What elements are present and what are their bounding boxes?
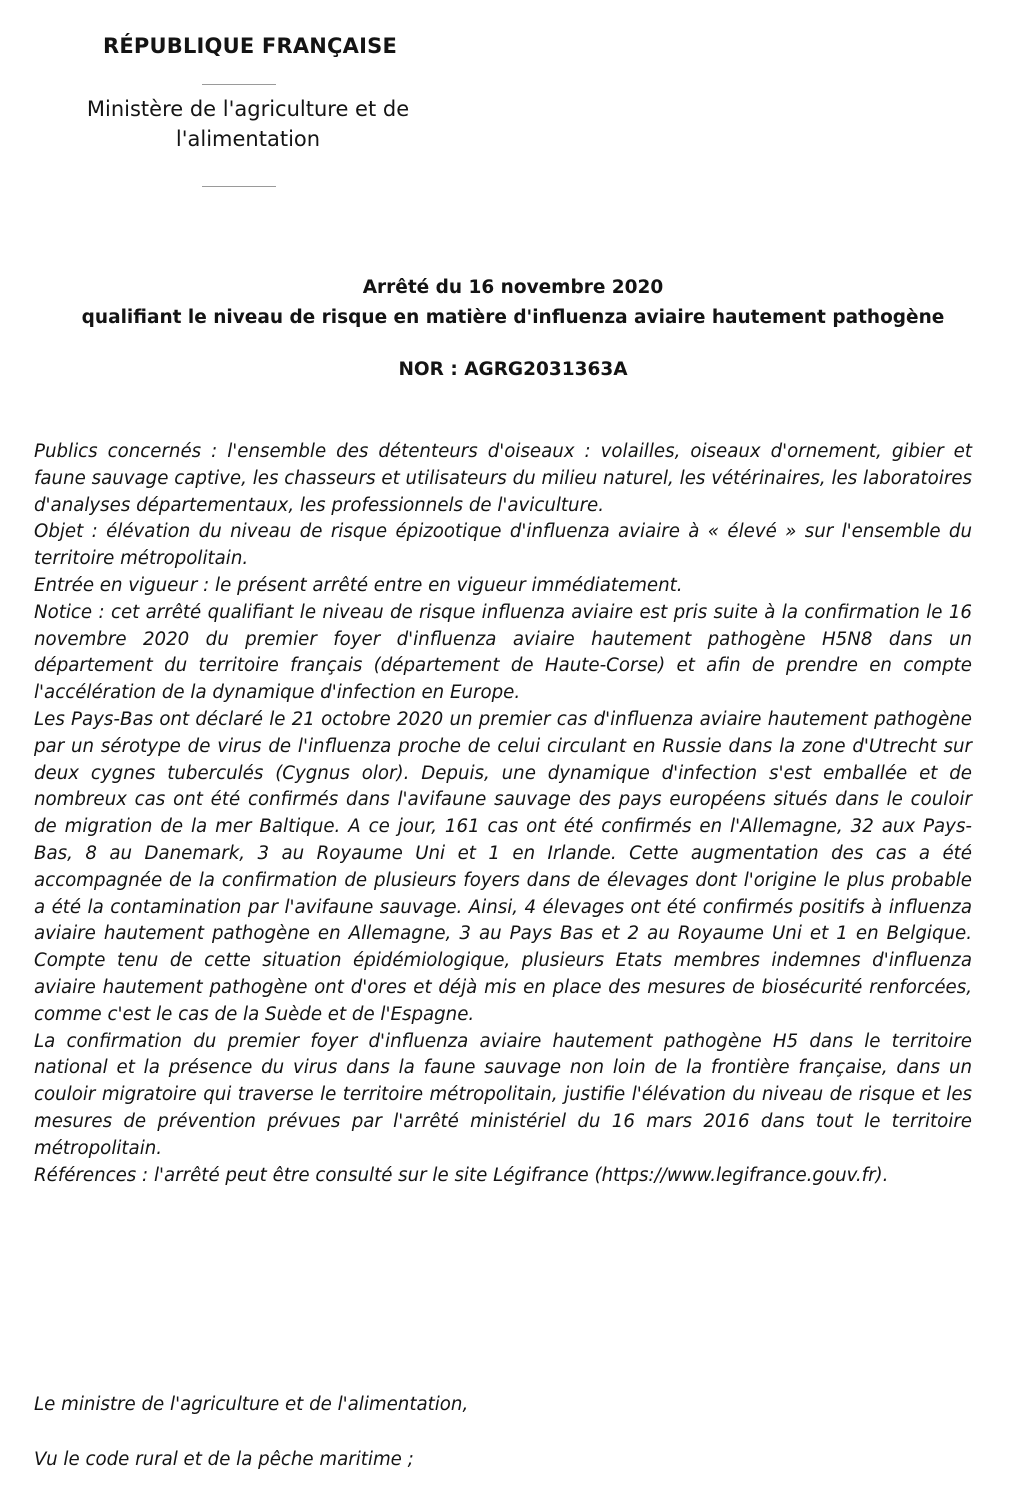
notice-paragraph: Notice : cet arrêté qualifiant le niveau de risque influenza aviaire est pris suite à la confirmation le 16 novembre 2020 du premier foyer d'influenza aviaire hautement pathogène H5N8 dans un département du territoire français (département de Haute-Corse) et afin de prendre en compte l'accélération de la dynamique d'infection en Europe. bbox=[34, 601, 972, 704]
title-line-1: Arrêté du 16 novembre 2020 bbox=[362, 277, 664, 298]
republic-heading: RÉPUBLIQUE FRANÇAISE bbox=[102, 34, 397, 58]
references-paragraph: Références : l'arrêté peut être consulté sur le site Légifrance (https://www.legifrance.gouv.fr). bbox=[34, 1164, 889, 1186]
publics-paragraph: Publics concernés : l'ensemble des détenteurs d'oiseaux : volailles, oiseaux d'ornement, gibier et faune sauvage captive, les chasseurs et utilisateurs du milieu naturel, les vétérinaires, les laboratoires d'analyses départementaux, les professionnels de l'aviculture. bbox=[34, 441, 972, 516]
divider bbox=[202, 84, 276, 85]
vu-line: Vu le code rural et de la pêche maritime ; bbox=[34, 1449, 414, 1470]
notice-body bbox=[34, 439, 972, 1189]
ministry-line-2: l'alimentation bbox=[175, 127, 321, 151]
document-title bbox=[0, 273, 1026, 333]
minister-line: Le ministre de l'agriculture et de l'alimentation, bbox=[34, 1394, 469, 1415]
confirmation-paragraph: La confirmation du premier foyer d'influenza aviaire hautement pathogène H5 dans le territoire national et la présence du virus dans la faune sauvage non loin de la frontière française, dans un couloir migratoire qui traverse le territoire métropolitain, justifie l'élévation du niveau de risque et les mesures de prévention prévues par l'arrêté ministériel du 16 mars 2016 dans tout le territoire métropolitain. bbox=[34, 1030, 972, 1159]
pays-bas-paragraph: Les Pays-Bas ont déclaré le 21 octobre 2020 un premier cas d'influenza aviaire hautement pathogène par un sérotype de virus de l'influenza proche de celui circulant en Russie dans la zone d'Utrecht sur deux cygnes tuberculés (Cygnus olor). Depuis, une dynamique d'infection s'est emballée et de nombreux cas ont été confirmés dans l'avifaune sauvage des pays européens situés dans le couloir de migration de la mer Baltique. A ce jour, 161 cas ont été confirmés en l'Allemagne, 32 aux Pays-Bas, 8 au Danemark, 3 au Royaume Uni et 1 en Irlande. Cette augmentation des cas a été accompagnée de la confirmation de plusieurs foyers dans de élevages dont l'origine le plus probable a été la contamination par l'avifaune sauvage. Ainsi, 4 élevages ont été confirmés positifs à influenza aviaire hautement pathogène en Allemagne, 3 au Pays Bas et 2 au Royaume Uni et 1 en Belgique. Compte tenu de cette situation épidémiologique, plusieurs Etats membres indemnes d'influenza aviaire hautement pathogène ont d'ores et déjà mis en place des mesures de biosécurité renforcées, comme c'est le cas de la Suède et de l'Espagne. bbox=[34, 708, 972, 1025]
objet-paragraph: Objet : élévation du niveau de risque épizootique d'influenza aviaire à « élevé » sur l'ensemble du territoire métropolitain. bbox=[34, 521, 972, 570]
entree-paragraph: Entrée en vigueur : le présent arrêté entre en vigueur immédiatement. bbox=[34, 574, 683, 596]
ministry-line-1: Ministère de l'agriculture et de bbox=[86, 97, 410, 121]
ministry-name bbox=[0, 94, 496, 154]
nor-reference: NOR : AGRG2031363A bbox=[398, 359, 628, 380]
title-line-2: qualifiant le niveau de risque en matière d'influenza aviaire hautement pathogène bbox=[81, 307, 945, 328]
divider bbox=[202, 186, 276, 187]
